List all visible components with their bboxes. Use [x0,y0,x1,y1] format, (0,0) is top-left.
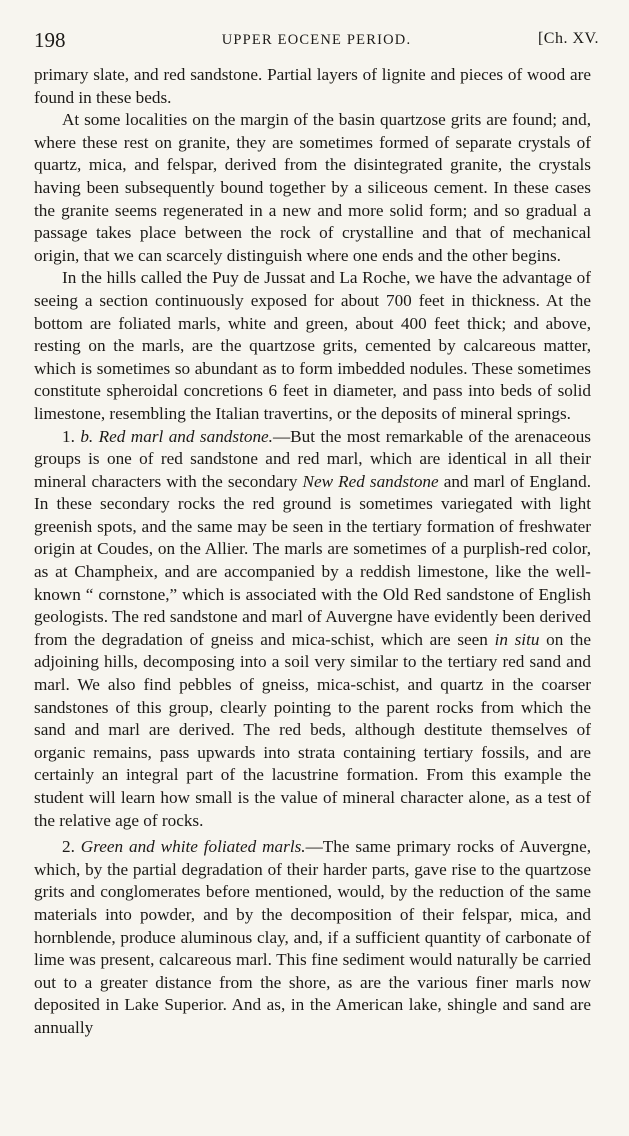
page-number: 198 [34,28,66,52]
italic-text: in situ [494,629,540,649]
page-header [34,28,599,64]
text-run: At some localities on the margin of the basin quartzose grits are found; and, where these rest on granite, they are sometimes formed of separate crystals of quartz, mica, and felspar, derived from the disintegrated granite, the crystals having been subsequently bound together by a siliceous cement. In these cases the granite seems regenerated in a new and more solid form; and so gradual a passage takes place between the rock of crystalline and that of mechanical origin, that we can scarcely distinguish where one ends and the other begins. [34,110,591,265]
paragraph-p1 [34,64,591,109]
running-title: UPPER EOCENE PERIOD. [221,32,412,48]
text-run: 1. [62,426,81,446]
italic-text: Green and white foliated marls. [80,837,306,857]
italic-text: New Red sandstone [302,471,439,491]
text-run: —The same primary rocks of Auvergne, which, by the partial degradation of their harder parts, gave rise to the quartzose grits and conglomerates before mentioned, would, by the reduction of the same materials into powder, and by the decomposition of their felspar, mica, and hornblende, produce aluminous clay, and, if a sufficient quantity of carbonate of lime was present, calcareous marl. This fine sediment would naturally be carried out to a greater distance from the shore, as are the various finer marls now deposited in Lake Superior. And as, in the American lake, shingle and sand are annually [34,837,591,1037]
chapter-reference: [Ch. XV. [537,30,599,47]
page-body-text [34,64,591,1040]
text-run: and marl of England. In these secondary rocks the red ground is sometimes variegated with light greenish spots, and the same may be seen in the tertiary formation of freshwater origin at Coudes, on the Allier. The marls are sometimes of a purplish-red color, as at Champheix, and are accompanied by a reddish limestone, like the well-known “ cornstone,” which is associated with the Old Red sandstone of English geologists. The red sandstone and marl of Auvergne have evidently been derived from the degradation of gneiss and mica-schist, which are seen [34,471,591,649]
italic-text: b. Red marl and sandstone. [80,426,273,446]
text-run: 2. [62,837,81,857]
text-run: In the hills called the Puy de Jussat and La Roche, we have the advantage of seeing a section continuously exposed for about 700 feet in thickness. At the bottom are foliated marls, white and green, about 400 feet thick; and above, resting on the marls, are the quartzose grits, cemented by calcareous matter, which is sometimes so abundant as to form imbedded nodules. These sometimes constitute spheroidal concretions 6 feet in diameter, and pass into beds of solid limestone, resembling the Italian travertins, or the deposits of mineral springs. [34,268,591,423]
paragraph-p5 [34,836,591,1039]
paragraph-p4 [34,426,591,833]
paragraph-p2 [34,109,591,267]
text-run: —But the most remarkable of the arenaceous groups is one of red sandstone and red marl, which are identical in all their mineral characters with the secondary [34,426,591,491]
text-run: primary slate, and red sandstone. Partial layers of lignite and pieces of wood are found in these beds. [34,65,591,107]
text-run: on the adjoining hills, decomposing into a soil very similar to the tertiary red sand and marl. We also find pebbles of gneiss, mica-schist, and quartz in the coarser sandstones of this group, clearly pointing to the parent rocks from which the sand and marl are derived. The red beds, although destitute themselves of organic remains, pass upwards into strata containing tertiary fossils, and are certainly an integral part of the lacustrine formation. From this example the student will learn how small is the value of mineral character alone, as a test of the relative age of rocks. [34,629,592,830]
paragraph-p3 [34,267,591,425]
